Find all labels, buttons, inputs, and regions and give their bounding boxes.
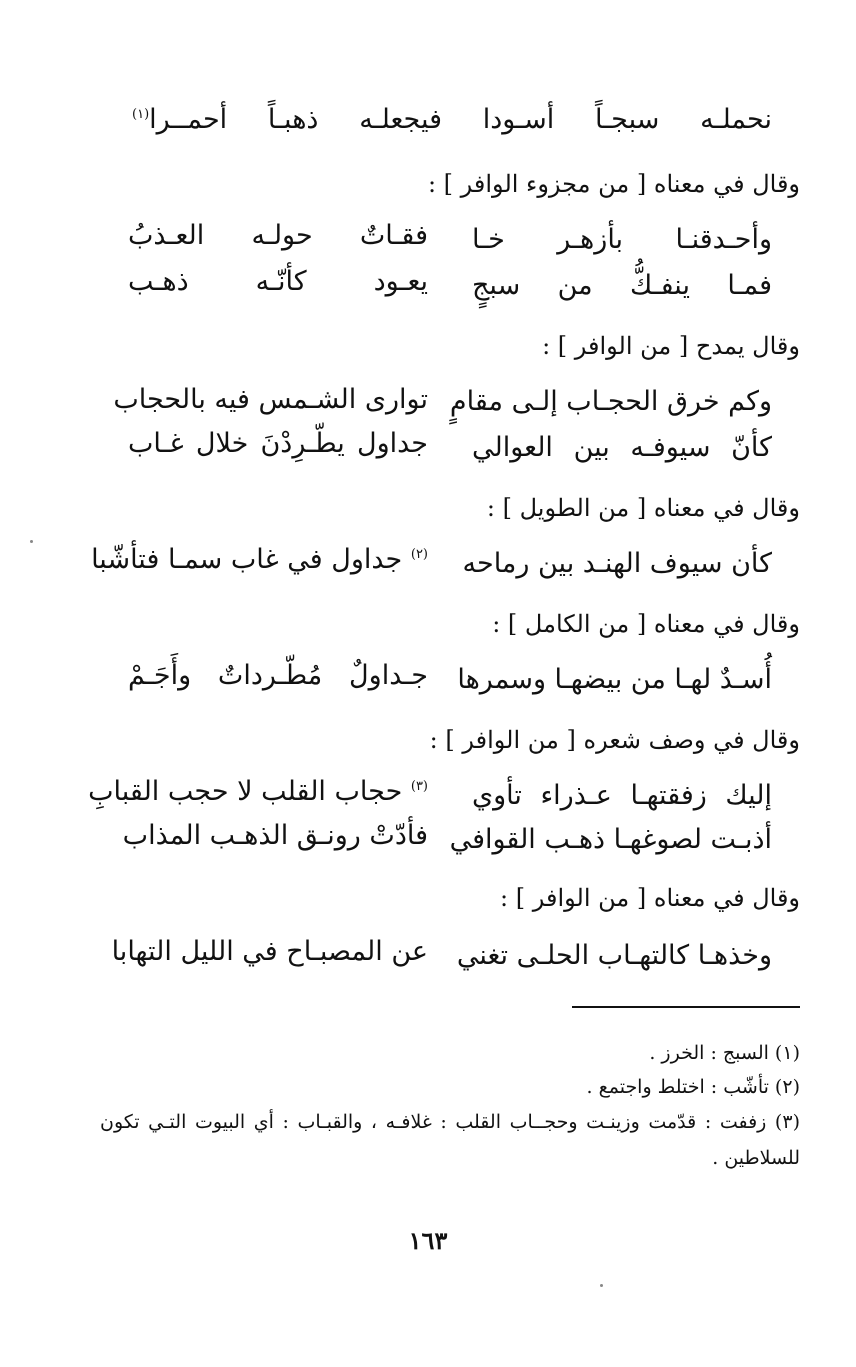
verse-first-hemistich: كأن سيوف الهنـد بين رماحه (462, 548, 772, 579)
footnote-marker: (٢) (410, 547, 428, 562)
verse-second-hemistich: فقـاتٌ حولـه العـذبُ (128, 220, 428, 251)
verse-first-hemistich: كأنّ سيوفـه بين العوالي (472, 432, 772, 463)
footnote: (٢) تأشّب : اختلط واجتمع . (586, 1076, 800, 1098)
verse-second-hemistich: $^{(٣)}$ حجاب القلب لا حجب القبابِ (88, 776, 428, 807)
verse-second-hemistich: عن المصبـاح في الليل التهابا (111, 936, 428, 967)
verse-first-hemistich: فمـا ينفـكُّ من سبجٍ (472, 270, 772, 301)
footnote-separator (572, 1006, 800, 1008)
section-heading: وقال يمدح [ من الوافر ] : (542, 332, 800, 360)
verse-second-hemistich: جـداولٌ مُطّـرداتٌ وأَجَـمْ (128, 660, 428, 691)
footnote-marker: (١) (132, 107, 150, 122)
verse-second-hemistich: فأدّتْ رونـق الذهـب المذاب (122, 820, 428, 851)
section-heading: وقال في معناه [ من الكامل ] : (492, 610, 800, 638)
page-number: ١٦٣ (408, 1226, 448, 1255)
verse-word: فيجعلـه (359, 104, 443, 135)
verse-second-hemistich: $^{(٢)}$ جداول في غاب سمـا فتأشّبا (91, 544, 428, 575)
scan-speck (30, 540, 33, 543)
section-heading: وقال في وصف شعره [ من الوافر ] : (429, 726, 800, 754)
section-heading: وقال في معناه [ من الطويل ] : (486, 494, 800, 522)
verse-first-hemistich: أذبـت لصوغهـا ذهـب القوافي (449, 824, 772, 855)
verse-word: ذهبـاً (267, 104, 319, 135)
verse-first-hemistich: أُسـدٌ لهـا من بيضهـا وسمرها (457, 664, 772, 695)
verse-first-hemistich: إليك زفقتهـا عـذراء تأوي (472, 780, 772, 811)
verse-first-hemistich: وكم خرق الحجـاب إلـى مقامٍ (449, 386, 772, 417)
footnote-marker: (٣) (410, 779, 428, 794)
verse-word: أسـودا (482, 104, 555, 135)
verse-word: أحمــرا$^{(١)}$ (132, 104, 228, 135)
section-heading: وقال في معناه [ من مجزوء الوافر ] : (427, 170, 800, 198)
footnote: (١) السبج : الخرز . (649, 1042, 800, 1064)
opening-verse-line (132, 106, 772, 133)
verse-first-hemistich: وخذهـا كالتهـاب الحلـى تغني (456, 940, 772, 971)
verse-word: نحملـه (700, 104, 772, 135)
section-heading: وقال في معناه [ من الوافر ] : (500, 884, 800, 912)
verse-second-hemistich: يعـود كأنّـه ذهـب (128, 266, 428, 297)
verse-second-hemistich: توارى الشـمس فيه بالحجاب (113, 384, 428, 415)
scan-speck (600, 1284, 603, 1287)
verse-first-hemistich: وأحـدقنـا بأزهـر خـا (472, 224, 772, 255)
verse-word: سبجـاً (595, 104, 660, 135)
footnote: (٣) زففت : قدّمت وزينـت وحجــاب القلب : غلافـه ، والقبـاب : أي البيوت التـي تكون للسلاطين . (100, 1111, 800, 1169)
verse-second-hemistich: جداول يطّـرِدْنَ خلال غـاب (128, 428, 428, 459)
